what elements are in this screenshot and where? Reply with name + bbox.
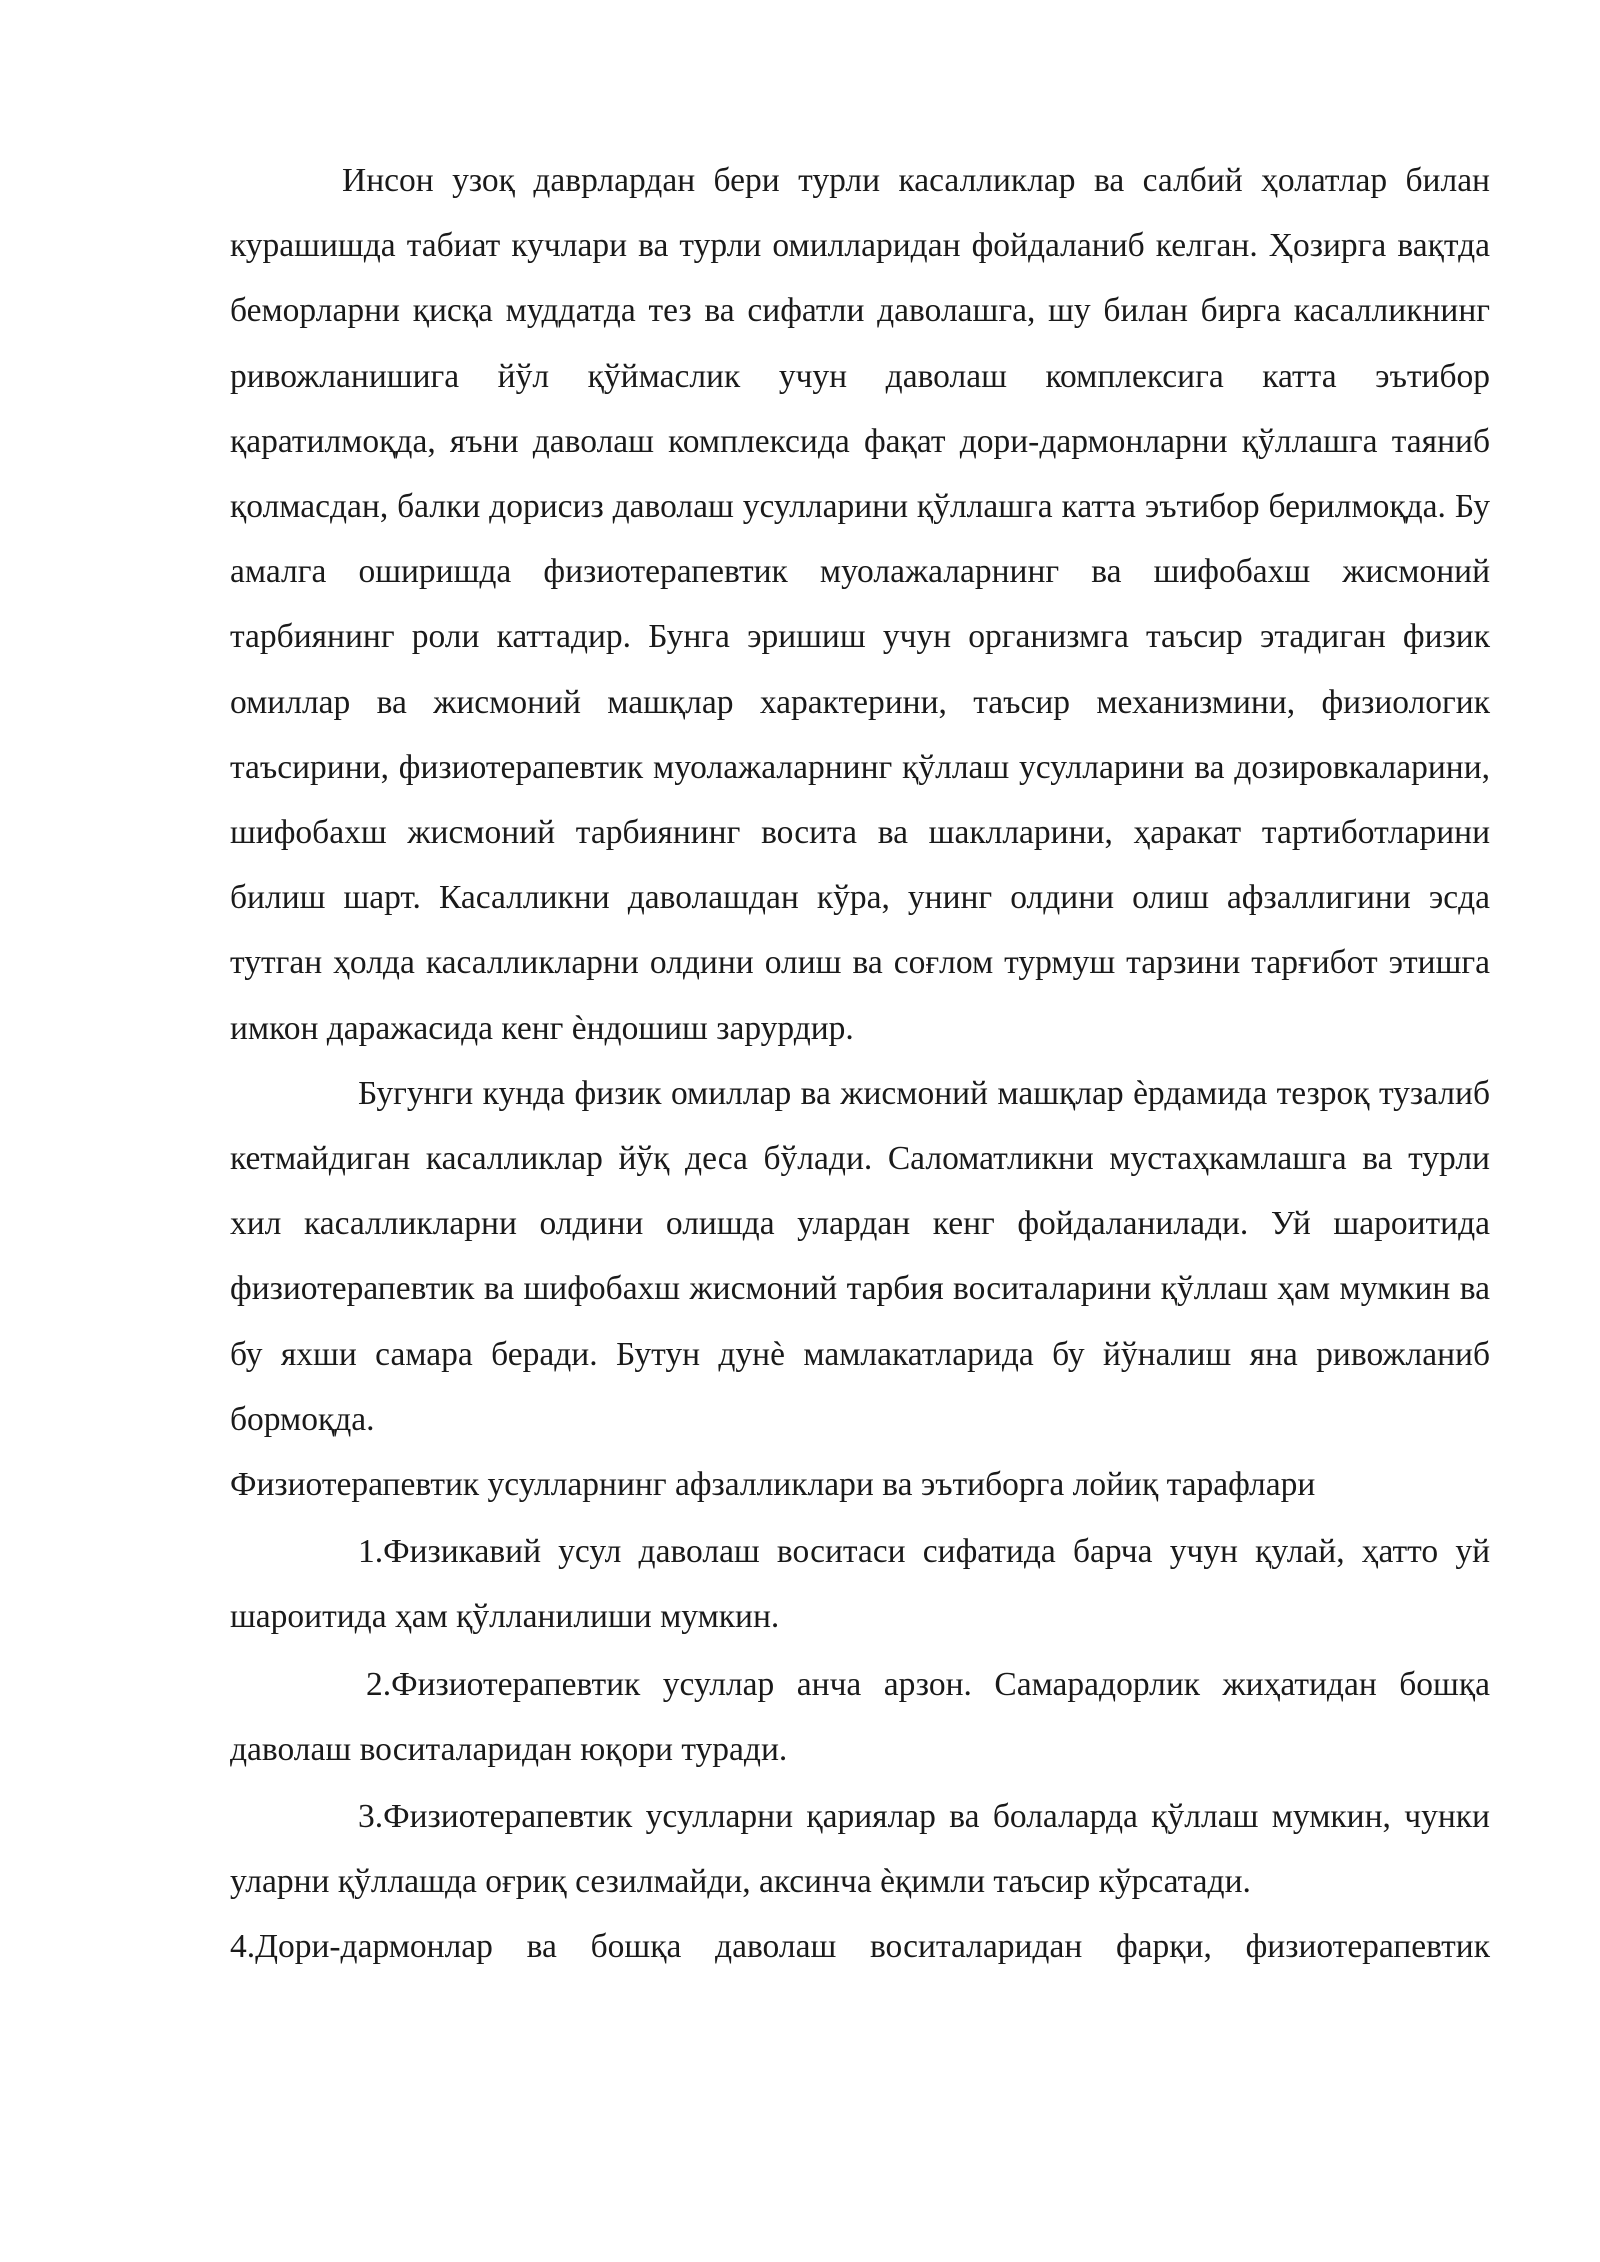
list-item-2: 2.Физиотерапевтик усуллар анча арзон. Самарадорлик жиҳатидан бошқа даволаш воситаларидан юқори туради. (230, 1665, 1490, 1768)
list-item-4: 4.Дори-дармонлар ва бошқа даволаш воситаларидан фарқи, физиотерапевтик (230, 1928, 1490, 1966)
paragraph-today: Бугунги кунда физик омиллар ва жисмоний машқлар ѐрдамида тезроқ тузалиб кетмайдиган касалликлар йўқ деса бўлади. Саломатликни мустаҳкамлашга ва турли хил касалликларни олдини олишда улардан кенг фойдаланилади. Уй шароитида физиотерапевтик ва шифобахш жисмоний тарбия воситаларини қўллаш ҳам мумкин ва бу яхши самара беради. Бутун дунѐ мамлакатларида бу йўналиш яна ривожланиб бормоқда. (230, 1074, 1490, 1438)
list-item-3: 3.Физиотерапевтик усулларни қариялар ва болаларда қўллаш мумкин, чунки уларни қўллашда оғриқ сезилмайди, аксинча ѐқимли таъсир кўрсатади. (230, 1798, 1490, 1901)
paragraph-intro: Инсон узоқ даврлардан бери турли касалликлар ва салбий ҳолатлар билан курашишда табиат кучлари ва турли омилларидан фойдаланиб келган. Ҳозирга вақтда беморларни қисқа муддатда тез ва сифатли даволашга, шу билан бирга касалликнинг ривожланишига йўл қўймаслик учун даволаш комплексига катта эътибор қаратилмоқда, яъни даволаш комплексида фақат дори-дармонларни қўллашга таяниб қолмасдан, балки дорисиз даволаш усулларини қўллашга катта эътибор берилмоқда. Бу амалга оширишда физиотерапевтик муолажаларнинг ва шифобахш жисмоний тарбиянинг роли каттадир. Бунга эришиш учун организмга таъсир этадиган физик омиллар ва жисмоний машқлар характерини, таъсир механизмини, физиологик таъсирини, физиотерапевтик муолажаларнинг қўллаш усулларини ва дозировкаларини, шифобахш жисмоний тарбиянинг восита ва шаклларини, ҳаракат тартиботларини билиш шарт. Касалликни даволашдан кўра, унинг олдини олиш афзаллигини эсда тутган ҳолда касалликларни олдини олиш ва соғлом турмуш тарзини тарғибот этишга имкон даражасида кенг ѐндошиш зарурдир. (230, 162, 1490, 1047)
section-heading: Физиотерапевтик усулларнинг афзалликлари ва эътиборга лойиқ тарафлари (230, 1466, 1316, 1504)
document-body (230, 148, 1490, 1980)
list-item-1: 1.Физикавий усул даволаш воситаси сифатида барча учун қулай, ҳатто уй шароитида ҳам қўлланилиши мумкин. (230, 1533, 1490, 1636)
